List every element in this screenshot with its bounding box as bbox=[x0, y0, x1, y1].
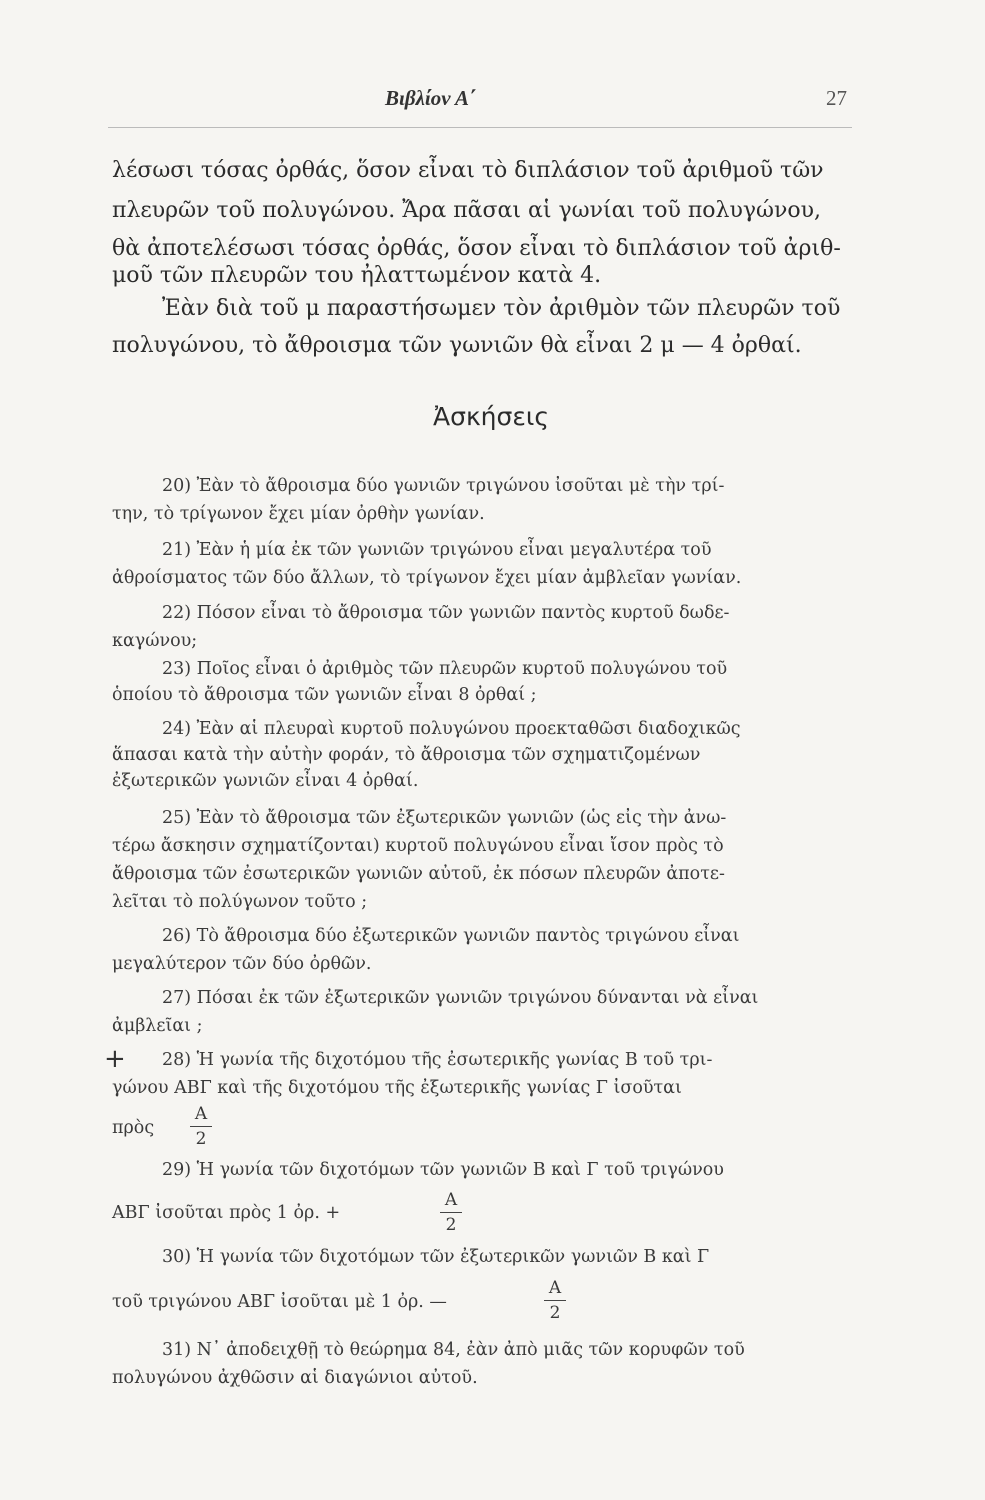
exercise-line: γώνου ΑΒΓ καὶ τῆς διχοτόμου τῆς ἐξωτερικῆς γωνίας Γ ἰσοῦται bbox=[112, 1078, 682, 1098]
exercise-line: 29) Ἡ γωνία τῶν διχοτόμων τῶν γωνιῶν Β καὶ Γ τοῦ τριγώνου bbox=[162, 1160, 724, 1180]
exercise-line: ἄθροισμα τῶν ἐσωτερικῶν γωνιῶν αὐτοῦ, ἐκ πόσων πλευρῶν ἀποτε- bbox=[112, 864, 725, 884]
exercise-line: ΑΒΓ ἰσοῦται πρὸς 1 ὀρ. + bbox=[112, 1203, 341, 1223]
body-line: λέσωσι τόσας ὀρθάς, ὅσον εἶναι τὸ διπλάσιον τοῦ ἀριθμοῦ τῶν bbox=[112, 158, 824, 183]
exercise-line: 25) Ἐὰν τὸ ἄθροισμα τῶν ἐξωτερικῶν γωνιῶν (ὡς εἰς τὴν ἀνω- bbox=[162, 808, 727, 828]
exercise-line: πρὸς bbox=[112, 1118, 155, 1138]
exercise-line: 24) Ἐὰν αἱ πλευραὶ κυρτοῦ πολυγώνου προεκταθῶσι διαδοχικῶς bbox=[162, 719, 741, 739]
fraction-denominator: 2 bbox=[549, 1303, 561, 1323]
exercise-line: 28) Ἡ γωνία τῆς διχοτόμου τῆς ἐσωτερικῆς γωνίας Β τοῦ τρι- bbox=[162, 1050, 713, 1070]
exercise-line: ἅπασαι κατὰ τὴν αὐτὴν φοράν, τὸ ἄθροισμα τῶν σχηματιζομένων bbox=[112, 745, 701, 765]
fraction bbox=[544, 1278, 566, 1323]
exercises-heading: Ἀσκήσεις bbox=[433, 402, 550, 431]
fraction bbox=[190, 1104, 212, 1149]
exercise-line: πολυγώνου ἀχθῶσιν αἱ διαγώνιοι αὐτοῦ. bbox=[112, 1368, 478, 1388]
exercise-line: τέρω ἄσκησιν σχηματίζονται) κυρτοῦ πολυγώνου εἶναι ἴσον πρὸς τὸ bbox=[112, 836, 724, 856]
fraction-numerator: Α bbox=[548, 1278, 562, 1298]
fraction-numerator: Α bbox=[194, 1104, 208, 1124]
fraction-denominator: 2 bbox=[445, 1215, 457, 1235]
body-line: θὰ ἀποτελέσωσι τόσας ὀρθάς, ὅσον εἶναι τὸ διπλάσιον τοῦ ἀριθ- bbox=[112, 236, 841, 261]
body-line: πλευρῶν τοῦ πολυγώνου. Ἄρα πᾶσαι αἱ γωνίαι τοῦ πολυγώνου, bbox=[112, 198, 821, 223]
exercise-line: 26) Τὸ ἄθροισμα δύο ἐξωτερικῶν γωνιῶν παντὸς τριγώνου εἶναι bbox=[162, 926, 740, 946]
exercise-line: λεῖται τὸ πολύγωνον τοῦτο ; bbox=[112, 892, 368, 912]
fraction-bar bbox=[544, 1300, 566, 1301]
fraction-numerator: Α bbox=[444, 1190, 458, 1210]
exercise-line: 22) Πόσον εἶναι τὸ ἄθροισμα τῶν γωνιῶν παντὸς κυρτοῦ δωδε- bbox=[162, 603, 730, 623]
exercise-line: 21) Ἐὰν ἡ μία ἐκ τῶν γωνιῶν τριγώνου εἶναι μεγαλυτέρα τοῦ bbox=[162, 540, 712, 560]
exercise-line: 31) Ν᾽ ἀποδειχθῇ τὸ θεώρημα 84, ἐὰν ἀπὸ μιᾶς τῶν κορυφῶν τοῦ bbox=[162, 1340, 745, 1360]
header-rule bbox=[108, 127, 852, 128]
page-number: 27 bbox=[826, 86, 847, 110]
margin-mark: + bbox=[104, 1044, 126, 1074]
exercise-line: ἐξωτερικῶν γωνιῶν εἶναι 4 ὀρθαί. bbox=[112, 771, 419, 791]
running-header-title: Βιβλίον Α΄ bbox=[385, 86, 477, 110]
exercise-line: καγώνου; bbox=[112, 631, 198, 651]
fraction-bar bbox=[440, 1212, 462, 1213]
body-line: μοῦ τῶν πλευρῶν του ἠλαττωμένον κατὰ 4. bbox=[112, 263, 602, 288]
body-line: Ἐὰν διὰ τοῦ μ παραστήσωμεν τὸν ἀριθμὸν τῶν πλευρῶν τοῦ bbox=[162, 296, 841, 321]
exercise-line: ἀθροίσματος τῶν δύο ἄλλων, τὸ τρίγωνον ἔχει μίαν ἀμβλεῖαν γωνίαν. bbox=[112, 568, 742, 588]
fraction bbox=[440, 1190, 462, 1235]
exercise-line: ὁποίου τὸ ἄθροισμα τῶν γωνιῶν εἶναι 8 ὀρθαί ; bbox=[112, 685, 537, 705]
body-line: πολυγώνου, τὸ ἄθροισμα τῶν γωνιῶν θὰ εἶναι 2 μ — 4 ὀρθαί. bbox=[112, 333, 802, 358]
exercise-line: 23) Ποῖος εἶναι ὁ ἀριθμὸς τῶν πλευρῶν κυρτοῦ πολυγώνου τοῦ bbox=[162, 659, 728, 679]
exercise-line: 27) Πόσαι ἐκ τῶν ἐξωτερικῶν γωνιῶν τριγώνου δύνανται νὰ εἶναι bbox=[162, 988, 759, 1008]
exercise-line: μεγαλύτερον τῶν δύο ὀρθῶν. bbox=[112, 954, 372, 974]
exercise-line: τοῦ τριγώνου ΑΒΓ ἰσοῦται μὲ 1 ὀρ. — bbox=[112, 1292, 447, 1312]
fraction-bar bbox=[190, 1126, 212, 1127]
exercise-line: 30) Ἡ γωνία τῶν διχοτόμων τῶν ἐξωτερικῶν γωνιῶν Β καὶ Γ bbox=[162, 1247, 710, 1267]
exercise-line: 20) Ἐὰν τὸ ἄθροισμα δύο γωνιῶν τριγώνου ἰσοῦται μὲ τὴν τρί- bbox=[162, 476, 725, 496]
exercise-line: την, τὸ τρίγωνον ἔχει μίαν ὀρθὴν γωνίαν. bbox=[112, 504, 485, 524]
fraction-denominator: 2 bbox=[195, 1129, 207, 1149]
exercise-line: ἀμβλεῖαι ; bbox=[112, 1016, 203, 1036]
